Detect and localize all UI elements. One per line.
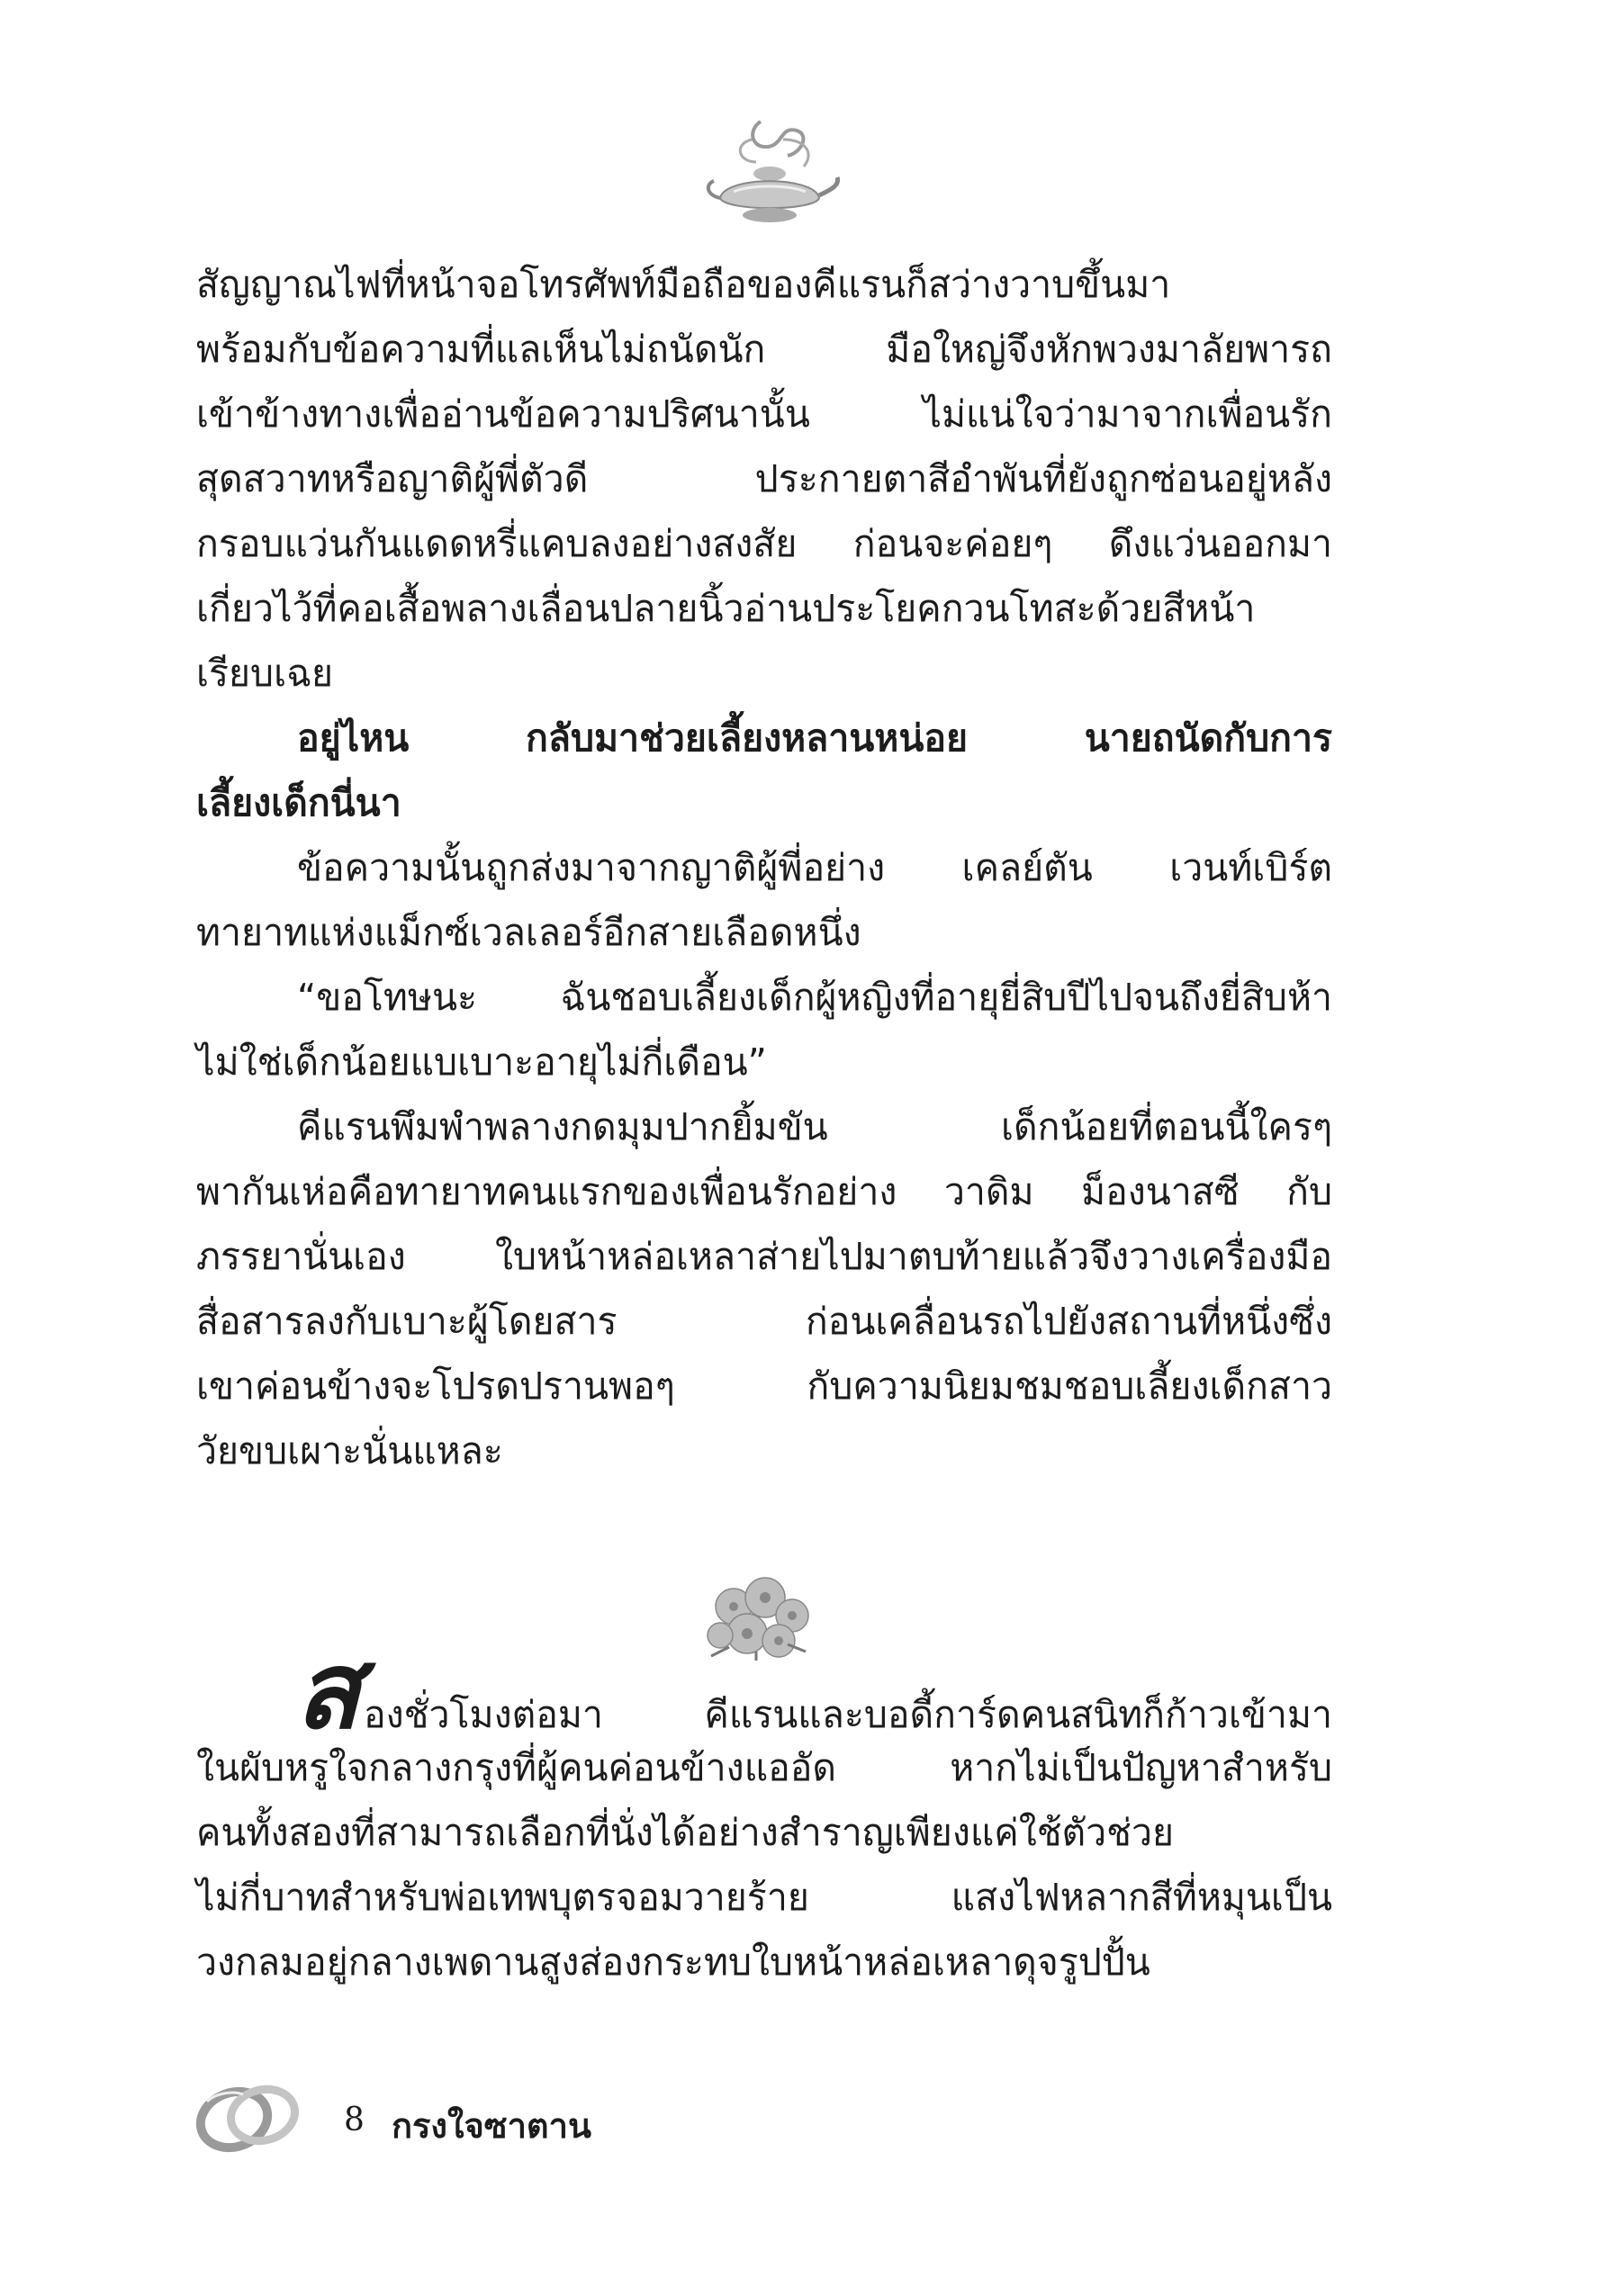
flower-bouquet-icon (693, 1571, 824, 1670)
text-line: เรียบเฉย (196, 652, 334, 695)
text-line: สัญญาณไฟที่หน้าจอโทรศัพท์มือถือของคีแรนก็สว่างวาบขึ้นมา (196, 263, 1171, 306)
text-line: ไม่กี่บาทสำหรับพ่อเทพบุตรจอมวายร้าย แสงไฟหลากสีที่หมุนเป็น (196, 1876, 1332, 1919)
text-line: ทายาทแห่งแม็กซ์เวลเลอร์อีกสายเลือดหนึ่ง (196, 911, 861, 954)
text-line: ข้อความนั้นถูกส่งมาจากญาติผู้พี่อย่าง เคลย์ตัน เวนท์เบิร์ต (297, 846, 1332, 889)
drop-cap: ส (295, 1628, 361, 1752)
page-number: 8 (344, 2102, 365, 2138)
bold-message-line: อยู่ไหน กลับมาช่วยเลี้ยงหลานหน่อย นายถนัดกับการ (297, 716, 1332, 760)
text-line: เกี่ยวไว้ที่คอเสื้อพลางเลื่อนปลายนิ้วอ่านประโยคกวนโทสะด้วยสีหน้า (196, 587, 1256, 630)
text-line: สื่อสารลงกับเบาะผู้โดยสาร ก่อนเคลื่อนรถไปยังสถานที่หนึ่งซึ่ง (196, 1300, 1332, 1343)
bold-message-line: เลี้ยงเด็กนี่นา (196, 781, 401, 824)
page-footer (189, 2066, 729, 2174)
section-opening-line (196, 1628, 1332, 1752)
body-text-top (196, 252, 1332, 1483)
genie-lamp-icon (698, 113, 842, 234)
text-line: ไม่ใช่เด็กน้อยแบเบาะอายุไม่กี่เดือน” (196, 1040, 767, 1084)
opening-text: องชั่วโมงต่อมา คีแรนและบอดี้การ์ดคนสนิทก็ก้าวเข้ามา (364, 1693, 1332, 1736)
text-line: ภรรยานั่นเอง ใบหน้าหล่อเหลาส่ายไปมาตบท้ายแล้วจึงวางเครื่องมือ (196, 1235, 1332, 1278)
text-line: “ขอโทษนะ ฉันชอบเลี้ยงเด็กผู้หญิงที่อายุยี่สิบปีไปจนถึงยี่สิบห้า (297, 976, 1332, 1019)
text-line: ในผับหรูใจกลางกรุงที่ผู้คนค่อนข้างแออัด หากไม่เป็นปัญหาสำหรับ (196, 1746, 1332, 1789)
text-line: กรอบแว่นกันแดดหรี่แคบลงอย่างสงสัย ก่อนจะค่อยๆ ดึงแว่นออกมา (196, 522, 1332, 565)
text-line: สุดสวาทหรือญาติผู้พี่ตัวดี ประกายตาสีอำพันที่ยังถูกซ่อนอยู่หลัง (196, 457, 1332, 500)
wedding-rings-icon (189, 2066, 306, 2165)
body-text-bottom (196, 1628, 1332, 1994)
text-line: เขาค่อนข้างจะโปรดปรานพอๆ กับความนิยมชมชอบเลี้ยงเด็กสาว (196, 1364, 1332, 1408)
text-line: คีแรนพึมพำพลางกดมุมปากยิ้มขัน เด็กน้อยที่ตอนนี้ใครๆ (297, 1105, 1332, 1148)
text-line: วงกลมอยู่กลางเพดานสูงส่องกระทบใบหน้าหล่อเหลาดุจรูปปั้น (196, 1940, 1150, 1984)
text-line: พร้อมกับข้อความที่แลเห็นไม่ถนัดนัก มือใหญ่จึงหักพวงมาลัยพารถ (196, 328, 1332, 371)
book-title: กรงใจซาตาน (392, 2106, 591, 2146)
text-line: คนทั้งสองที่สามารถเลือกที่นั่งได้อย่างสำราญเพียงแค่ใช้ตัวช่วย (196, 1811, 1175, 1854)
text-line: วัยขบเผาะนั่นแหละ (196, 1429, 503, 1472)
text-line: เข้าข้างทางเพื่ออ่านข้อความปริศนานั้น ไม่แน่ใจว่ามาจากเพื่อนรัก (196, 392, 1332, 436)
text-line: พากันเห่อคือทายาทคนแรกของเพื่อนรักอย่าง วาดิม ม็องนาสซี กับ (196, 1170, 1332, 1213)
